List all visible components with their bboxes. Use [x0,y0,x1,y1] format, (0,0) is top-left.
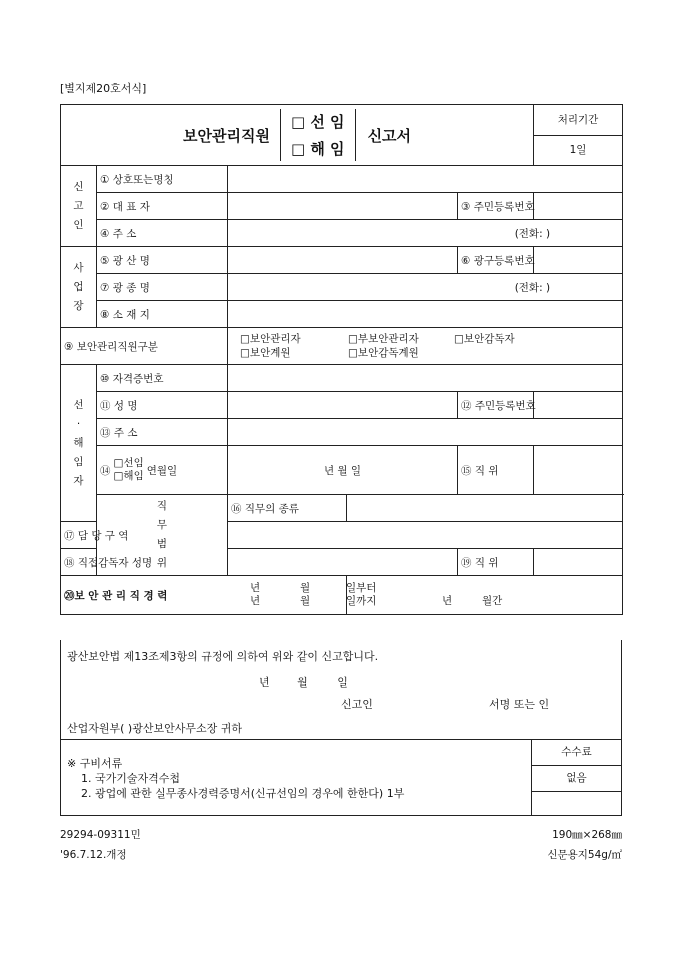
field-appointee-address[interactable] [228,419,623,446]
checkbox-security-staff[interactable]: □보안계원 [240,346,291,359]
processing-period-value: 1일 [569,144,587,156]
label-assigned-area: ⑰ 담 당 구 역 [61,522,97,549]
label-company-name: ① 상호또는명칭 [97,166,228,193]
label-mineral-type: ⑦ 광 종 명 [97,274,228,301]
label-reporter-address: ④ 주 소 [97,220,228,247]
processing-period [534,105,623,166]
field-reporter-address[interactable] [228,220,623,247]
footer-revision: '96.7.12.개정 [60,849,127,861]
attachment-item-2: 2. 광업에 관한 실무종사경력증명서(신규선임의 경우에 한한다) 1부 [81,787,405,800]
title-option-dismiss: □ 해 임 [290,140,345,158]
section-site: 사 업 장 [61,247,97,328]
label-appointee-name: ⑪ 성 명 [97,392,228,419]
checkbox-security-manager[interactable]: □보안관리자 [240,332,301,345]
report-form-table [60,104,623,615]
form-number: [별지제20호서식] [60,82,147,95]
field-mineral-type[interactable] [228,274,623,301]
processing-period-label: 처리기간 [534,105,622,136]
field-mine-name[interactable] [228,247,458,274]
label-supervisor-position: ⑲ 직 위 [458,549,534,576]
attachments-block [60,740,622,816]
footer-size: 190㎜×268㎜ [552,829,622,841]
checkbox-security-supervisor[interactable]: □보안감독자 [454,332,515,345]
field-supervisor-position[interactable] [534,549,623,576]
declaration-text: 광산보안법 제13조제3항의 규정에 의하여 위와 같이 신고합니다. [67,650,379,663]
label-mine-name: ⑤ 광 산 명 [97,247,228,274]
declaration-reporter: 신고인 [341,698,373,711]
label-representative: ② 대 표 자 [97,193,228,220]
label-supervisor-name: ⑱ 직접감독자 성명 [61,549,97,576]
reporter-phone: (전화: ) [514,227,551,240]
footer-paper: 신문용지54g/㎡ [547,849,622,861]
field-career[interactable]: 년 월 일부터 년 월 일까지 년 월간 [347,576,623,615]
field-appointment-date[interactable]: 년 월 일 [228,446,458,495]
field-position[interactable] [534,446,623,495]
field-reporter-resident-number[interactable] [534,193,623,220]
declaration-sign[interactable]: 서명 또는 인 [489,698,550,711]
declaration-date: 년 월 일 [259,676,348,689]
declaration-recipient: 산업자원부( )광산보안사무소장 귀하 [67,722,242,735]
field-company-name[interactable] [228,166,623,193]
fee-value: 없음 [532,766,621,792]
label-appointee-resident-number: ⑫ 주민등록번호 [458,392,534,419]
label-location: ⑧ 소 재 지 [97,301,228,328]
section-reporter: 신 고 인 [61,166,97,247]
field-assigned-area[interactable] [228,522,623,549]
title-options [280,109,356,161]
title-suffix: 신고서 [367,126,412,145]
attachment-item-1: 1. 국가기술자격수첩 [81,772,180,785]
field-license-number[interactable] [228,365,623,392]
label-career: ⑳보 안 관 리 직 경 력 [61,576,347,615]
site-phone: (전화: ) [514,281,551,294]
declaration-block [60,640,622,740]
label-appointee-address: ⑬ 주 소 [97,419,228,446]
fee-label: 수수료 [532,740,621,766]
field-supervisor-name[interactable] [228,549,458,576]
checkbox-dismissed[interactable]: □해임 [113,470,144,482]
label-mining-registration: ⑥ 광구등록번호 [458,247,534,274]
title-main: 보안관리직원 [183,126,270,145]
field-appointee-resident-number[interactable] [534,392,623,419]
fee-column [531,740,621,815]
label-reporter-resident-number: ③ 주민등록번호 [458,193,534,220]
field-appointee-name[interactable] [228,392,458,419]
checkbox-security-supervising-staff[interactable]: □보안감독계원 [348,346,419,359]
section-appointee: 선 · 해 임 자 [61,365,97,522]
checkbox-deputy-security-manager[interactable]: □부보안관리자 [348,332,419,345]
classification-options [228,328,623,365]
field-duty-type[interactable] [347,495,623,522]
fee-blank [532,792,621,817]
label-classification: ⑨ 보안관리직원구분 [61,328,228,365]
label-license-number: ⑩ 자격증번호 [97,365,228,392]
section-duty: 직 무 범 위 [97,495,228,576]
label-appointment-date: ⑭ □선임 □해임 연월일 [97,446,228,495]
footer-code: 29294-09311민 [60,829,141,841]
checkbox-appointed[interactable]: □선임 [113,457,144,469]
label-duty-type: ⑯ 직무의 종류 [228,495,347,522]
form-title [61,105,534,166]
field-mining-registration[interactable] [534,247,623,274]
attachments-title: ※ 구비서류 [67,757,123,770]
label-position: ⑮ 직 위 [458,446,534,495]
field-location[interactable] [228,301,623,328]
field-representative[interactable] [228,193,458,220]
title-option-appoint: □ 선 임 [290,113,345,131]
